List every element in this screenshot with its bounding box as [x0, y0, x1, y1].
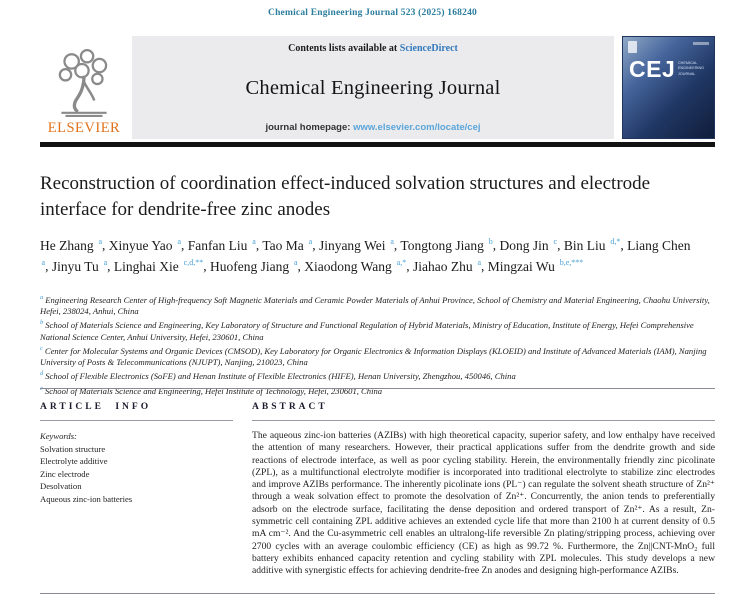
- abstract-heading: ABSTRACT: [252, 402, 328, 412]
- keyword: Desolvation: [40, 481, 82, 491]
- author: Linghai Xie $^{c,d,**}$: [113, 258, 204, 274]
- cover-title-block: [629, 56, 720, 82]
- affiliation-superscript: c: [40, 344, 43, 352]
- abstract-column: [252, 402, 715, 578]
- affiliation-list: [40, 292, 712, 397]
- journal-homepage-link[interactable]: www.elsevier.com/locate/cej: [353, 122, 481, 133]
- author: Tongtong Jiang $^b$: [400, 237, 493, 253]
- affiliation: $^a$ Engineering Research Center of High-frequency Soft Magnetic Materials and Ceramic Powder Materials of Anhui Province, School of Chemistry and Material Engineering, Chaohu University, Hefei, 238024, Anhui, China: [40, 294, 710, 317]
- author: Jinyang Wei $^a$: [318, 237, 394, 253]
- author: Xiaodong Wang $^{a,*}$: [304, 258, 407, 274]
- contents-line: [288, 43, 458, 54]
- affiliation: $^b$ School of Materials Science and Engineering, Key Laboratory of Structure and Functional Regulation of Hybrid Materials, Ministry of Education, Institute of Energy, Hefei Comprehensive National Science Center, Anhui University, Hefei, 230601, China: [40, 319, 694, 342]
- author-affiliation-superscript: a,*: [396, 258, 407, 267]
- keyword: Zinc electrode: [40, 468, 90, 479]
- masthead-divider-bar: [40, 142, 715, 147]
- author-list: He Zhang $^a$, Xinyue Yao $^a$, Fanfan Liu $^a$, Tao Ma $^a$, Jinyang Wei $^a$, Tongtong Jiang $^b$, Dong Jin $^c$, Bin Liu $^{d,*}$, Liang Chen $^a$, Jinyu Tu $^a$, Linghai Xie $^{c,d,**}$, Huofeng Jiang $^a$, Xiaodong Wang $^{a,*}$, Jiahao Zhu $^a$, Mingzai Wu $^{b,e,***}$: [40, 237, 691, 274]
- article-info-heading: ARTICLE INFO: [40, 402, 152, 412]
- author: Fanfan Liu $^a$: [187, 237, 256, 253]
- author: Dong Jin $^c$: [499, 237, 558, 253]
- author-affiliation-superscript: a: [252, 237, 256, 246]
- keyword-list: [40, 443, 233, 506]
- author: Tao Ma $^a$: [262, 237, 313, 253]
- keyword: Solvation structure: [40, 443, 106, 454]
- author-affiliation-superscript: a: [308, 237, 313, 246]
- affiliation: $^e$ School of Materials Science and Engineering, Hefei Institute of Technology, Hefei, 230601, China: [40, 384, 383, 396]
- cover-logo-mark: [628, 41, 637, 53]
- cover-abbreviation: CEJ: [629, 56, 676, 82]
- elsevier-logo[interactable]: [40, 36, 128, 139]
- journal-cover-thumbnail[interactable]: [622, 36, 715, 139]
- homepage-line: [265, 122, 480, 133]
- author: Jinyu Tu $^a$: [51, 258, 108, 274]
- author: Huofeng Jiang $^a$: [209, 258, 298, 274]
- elsevier-tree-icon: [53, 47, 115, 119]
- author-affiliation-superscript: a: [41, 258, 46, 267]
- abstract-rule: [252, 420, 715, 421]
- author-affiliation-superscript: c: [553, 237, 558, 246]
- affiliation: $^d$ School of Flexible Electronics (SoFE) and Henan Institute of Flexible Electronics (HIFE), Henan University, Zhengzhou, 450046, China: [40, 370, 516, 382]
- author: Bin Liu $^{d,*}$: [563, 237, 621, 253]
- homepage-prefix: journal homepage:: [265, 122, 354, 133]
- affiliation-superscript: e: [40, 384, 43, 392]
- article-title: Reconstruction of coordination effect-induced solvation structures and electrode interface for dendrite-free zinc anodes: [40, 173, 651, 220]
- journal-masthead: [40, 36, 715, 139]
- sciencedirect-link[interactable]: ScienceDirect: [399, 43, 458, 54]
- elsevier-wordmark: ELSEVIER: [47, 120, 121, 136]
- author-affiliation-superscript: b: [488, 237, 493, 246]
- keywords-label: Keywords:: [40, 431, 77, 441]
- author-affiliation-superscript: a: [477, 258, 482, 267]
- keyword: Aqueous zinc-ion batteries: [40, 493, 133, 504]
- author: Liang Chen $^a$: [41, 237, 691, 267]
- abstract-text: The aqueous zinc-ion batteries (AZIBs) with high theoretical capacity, superior safety, and low enthalpy have received the attention of many researchers. However, their practical applications suffer from the dendrite growth and side reactions of electrode interface, as well as poor cycling stability. Herein, the environmentally friendly zinc picolinate (ZPL), as a multifunctional electrolyte modifier is incorporated into traditional electrolyte to stabilize zinc electrodes and improve AZIBs performance. The inherently picolinate ions (PL⁻) can regulate the solvent sheath structure of Zn²⁺ through a weak solvation effect to promote the desolvation of Zn²⁺. Concurrently, the anion tends to preferentially adsorb on the electrode surface, facilitating the dense deposition and ordered transport of Zn²⁺. As a result, Zn-symmetric cell containing ZPL additive achieves an extended cycle life that more than 2100 h at current density of 0.5 mA cm⁻². And the Cu-asymmetric cell enables an ultralong-life reversible Zn plating/stripping process, achieving over 2700 cycles with an average coulombic efficiency (CE) as high as 99.72 %. Furthermore, the Zn||CNT-MnO₂ full battery exhibits enhanced capacity retention and cycling stability with ZPL molecules. This study develops a new additive with synergistic effects for achieving dendrite-free Zn anodes and designing high-performance AZIBs.: [252, 430, 715, 577]
- author: Xinyue Yao $^a$: [108, 237, 181, 253]
- article-info-column: [40, 402, 233, 505]
- author-affiliation-superscript: a: [390, 237, 394, 246]
- author-affiliation-superscript: a: [177, 237, 181, 246]
- author-affiliation-superscript: a: [98, 237, 103, 246]
- affiliation-superscript: d: [40, 370, 44, 378]
- section-divider-top: [40, 388, 715, 389]
- cover-issue-mark: [693, 42, 709, 45]
- author: Mingzai Wu $^{b,e,***}$: [487, 258, 584, 274]
- affiliation: $^c$ Center for Molecular Systems and Organic Devices (CMSOD), Key Laboratory for Organic Electronics & Information Displays (KLOEID) and Institute of Advanced Materials (IAM), Nanjing University of Posts & Telecommunications (NJUPT), Nanjing, 210023, China: [40, 344, 707, 368]
- affiliation-superscript: a: [40, 294, 44, 301]
- cover-journal-name: CHEMICAL ENGINEERING JOURNAL: [678, 61, 705, 76]
- author-affiliation-superscript: a: [293, 258, 298, 267]
- author-affiliation-superscript: b,e,***: [559, 258, 584, 267]
- journal-banner: [132, 36, 614, 139]
- author-affiliation-superscript: d,*: [610, 237, 621, 246]
- contents-prefix: Contents lists available at: [288, 43, 400, 54]
- author-affiliation-superscript: a: [103, 258, 108, 267]
- affiliation-superscript: b: [40, 319, 44, 327]
- journal-title: Chemical Engineering Journal: [245, 76, 501, 99]
- author: He Zhang $^a$: [40, 237, 103, 253]
- author: Jiahao Zhu $^a$: [412, 258, 482, 274]
- article-info-rule: [40, 420, 233, 421]
- page-bottom-rule: [40, 593, 715, 594]
- keyword: Electrolyte additive: [40, 456, 108, 466]
- author-affiliation-superscript: c,d,**: [183, 258, 204, 267]
- journal-citation: Chemical Engineering Journal 523 (2025) 168240: [268, 8, 477, 18]
